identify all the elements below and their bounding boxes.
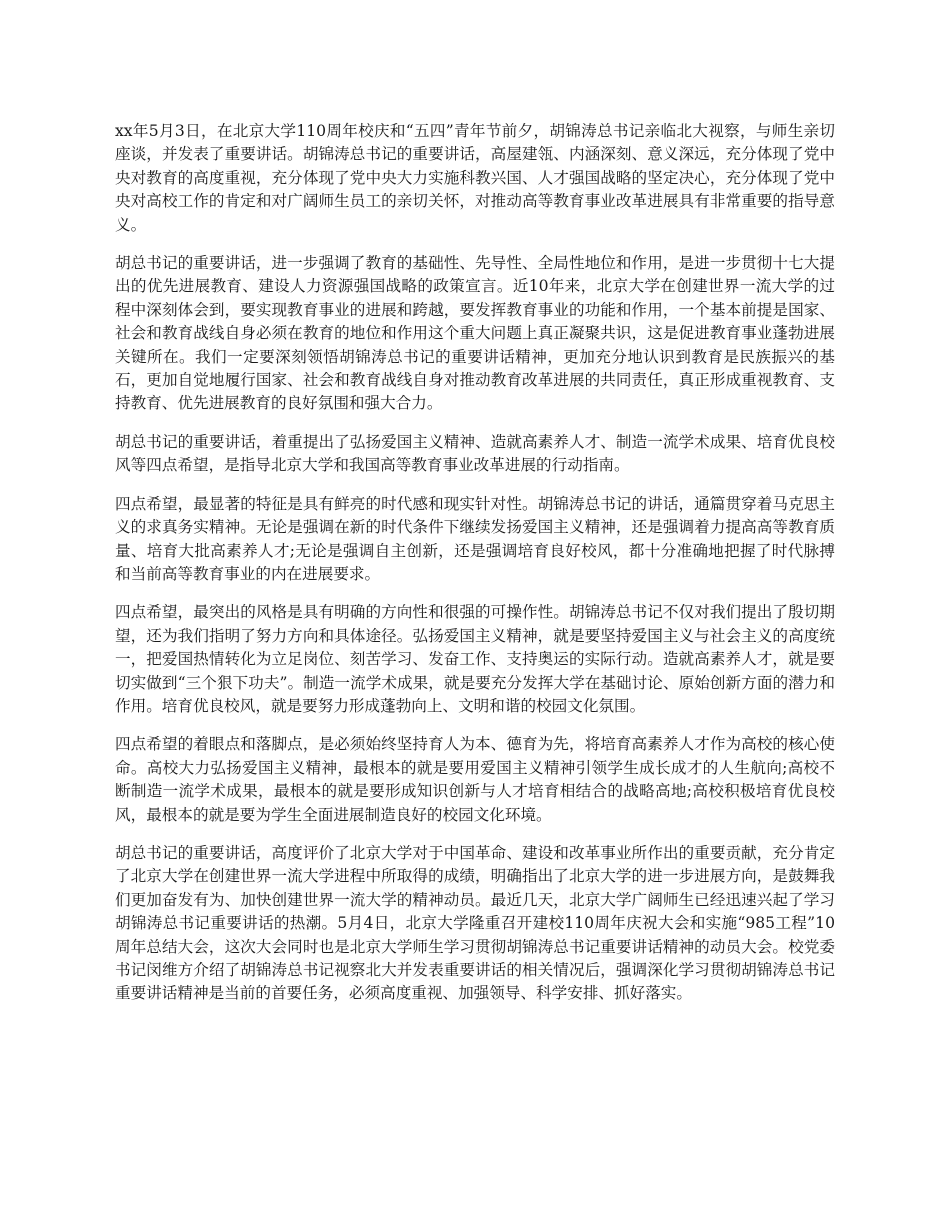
paragraph-5: 四点希望，最突出的风格是具有明确的方向性和很强的可操作性。胡锦涛总书记不仅对我们提出了殷切期望，还为我们指明了努力方向和具体途径。弘扬爱国主义精神，就是要坚持爱国主义与社会主义的高度统一，把爱国热情转化为立足岗位、刻苦学习、发奋工作、支持奥运的实际行动。造就高素养人才，就是要切实做到“三个狠下功夫”。制造一流学术成果，就是要充分发挥大学在基础讨论、原始创新方面的潜力和作用。培育优良校风，就是要努力形成蓬勃向上、文明和谐的校园文化氛围。 xyxy=(115,603,835,715)
document-page xyxy=(115,120,835,1021)
paragraph-2: 胡总书记的重要讲话，进一步强调了教育的基础性、先导性、全局性地位和作用，是进一步贯彻十七大提出的优先进展教育、建设人力资源强国战略的政策宣言。近10年来，北京大学在创建世界一流大学的过程中深刻体会到，要实现教育事业的进展和跨越，要发挥教育事业的功能和作用，一个基本前提是国家、社会和教育战线自身必须在教育的地位和作用这个重大问题上真正凝聚共识，这是促进教育事业蓬勃进展关键所在。我们一定要深刻领悟胡锦涛总书记的重要讲话精神，更加充分地认识到教育是民族振兴的基石，更加自觉地履行国家、社会和教育战线自身对推动教育改革进展的共同责任，真正形成重视教育、支持教育、优先进展教育的良好氛围和强大合力。 xyxy=(115,254,835,413)
paragraph-6: 四点希望的着眼点和落脚点，是必须始终坚持育人为本、德育为先，将培育高素养人才作为高校的核心使命。高校大力弘扬爱国主义精神，最根本的就是要用爱国主义精神引领学生成长成才的人生航向;高校不断制造一流学术成果，最根本的就是要形成知识创新与人才培育相结合的战略高地;高校积极培育优良校风，最根本的就是要为学生全面进展制造良好的校园文化环境。 xyxy=(115,735,835,824)
paragraph-7: 胡总书记的重要讲话，高度评价了北京大学对于中国革命、建设和改革事业所作出的重要贡献，充分肯定了北京大学在创建世界一流大学进程中所取得的成绩，明确指出了北京大学的进一步进展方向，是鼓舞我们更加奋发有为、加快创建世界一流大学的精神动员。最近几天，北京大学广阔师生已经迅速兴起了学习胡锦涛总书记重要讲话的热潮。5月4日，北京大学隆重召开建校110周年庆祝大会和实施“985工程”10周年总结大会，这次大会同时也是北京大学师生学习贯彻胡锦涛总书记重要讲话精神的动员大会。校党委书记闵维方介绍了胡锦涛总书记视察北大并发表重要讲话的相关情况后，强调深化学习贯彻胡锦涛总书记重要讲话精神是当前的首要任务，必须高度重视、加强领导、科学安排、抓好落实。 xyxy=(115,843,835,1003)
paragraph-1: xx年5月3日，在北京大学110周年校庆和“五四”青年节前夕，胡锦涛总书记亲临北大视察，与师生亲切座谈，并发表了重要讲话。胡锦涛总书记的重要讲话，高屋建瓴、内涵深刻、意义深远，充分体现了党中央对教育的高度重视，充分体现了党中央大力实施科教兴国、人才强国战略的坚定决心，充分体现了党中央对高校工作的肯定和对广阔师生员工的亲切关怀，对推动高等教育事业改革进展具有非常重要的指导意义。 xyxy=(115,122,835,234)
paragraph-3: 胡总书记的重要讲话，着重提出了弘扬爱国主义精神、造就高素养人才、制造一流学术成果、培育优良校风等四点希望，是指导北京大学和我国高等教育事业改革进展的行动指南。 xyxy=(115,432,835,475)
paragraph-4: 四点希望，最显著的特征是具有鲜亮的时代感和现实针对性。胡锦涛总书记的讲话，通篇贯穿着马克思主义的求真务实精神。无论是强调在新的时代条件下继续发扬爱国主义精神，还是强调着力提高高等教育质量、培育大批高素养人才;无论是强调自主创新，还是强调培育良好校风，都十分准确地把握了时代脉搏和当前高等教育事业的内在进展要求。 xyxy=(115,494,835,583)
